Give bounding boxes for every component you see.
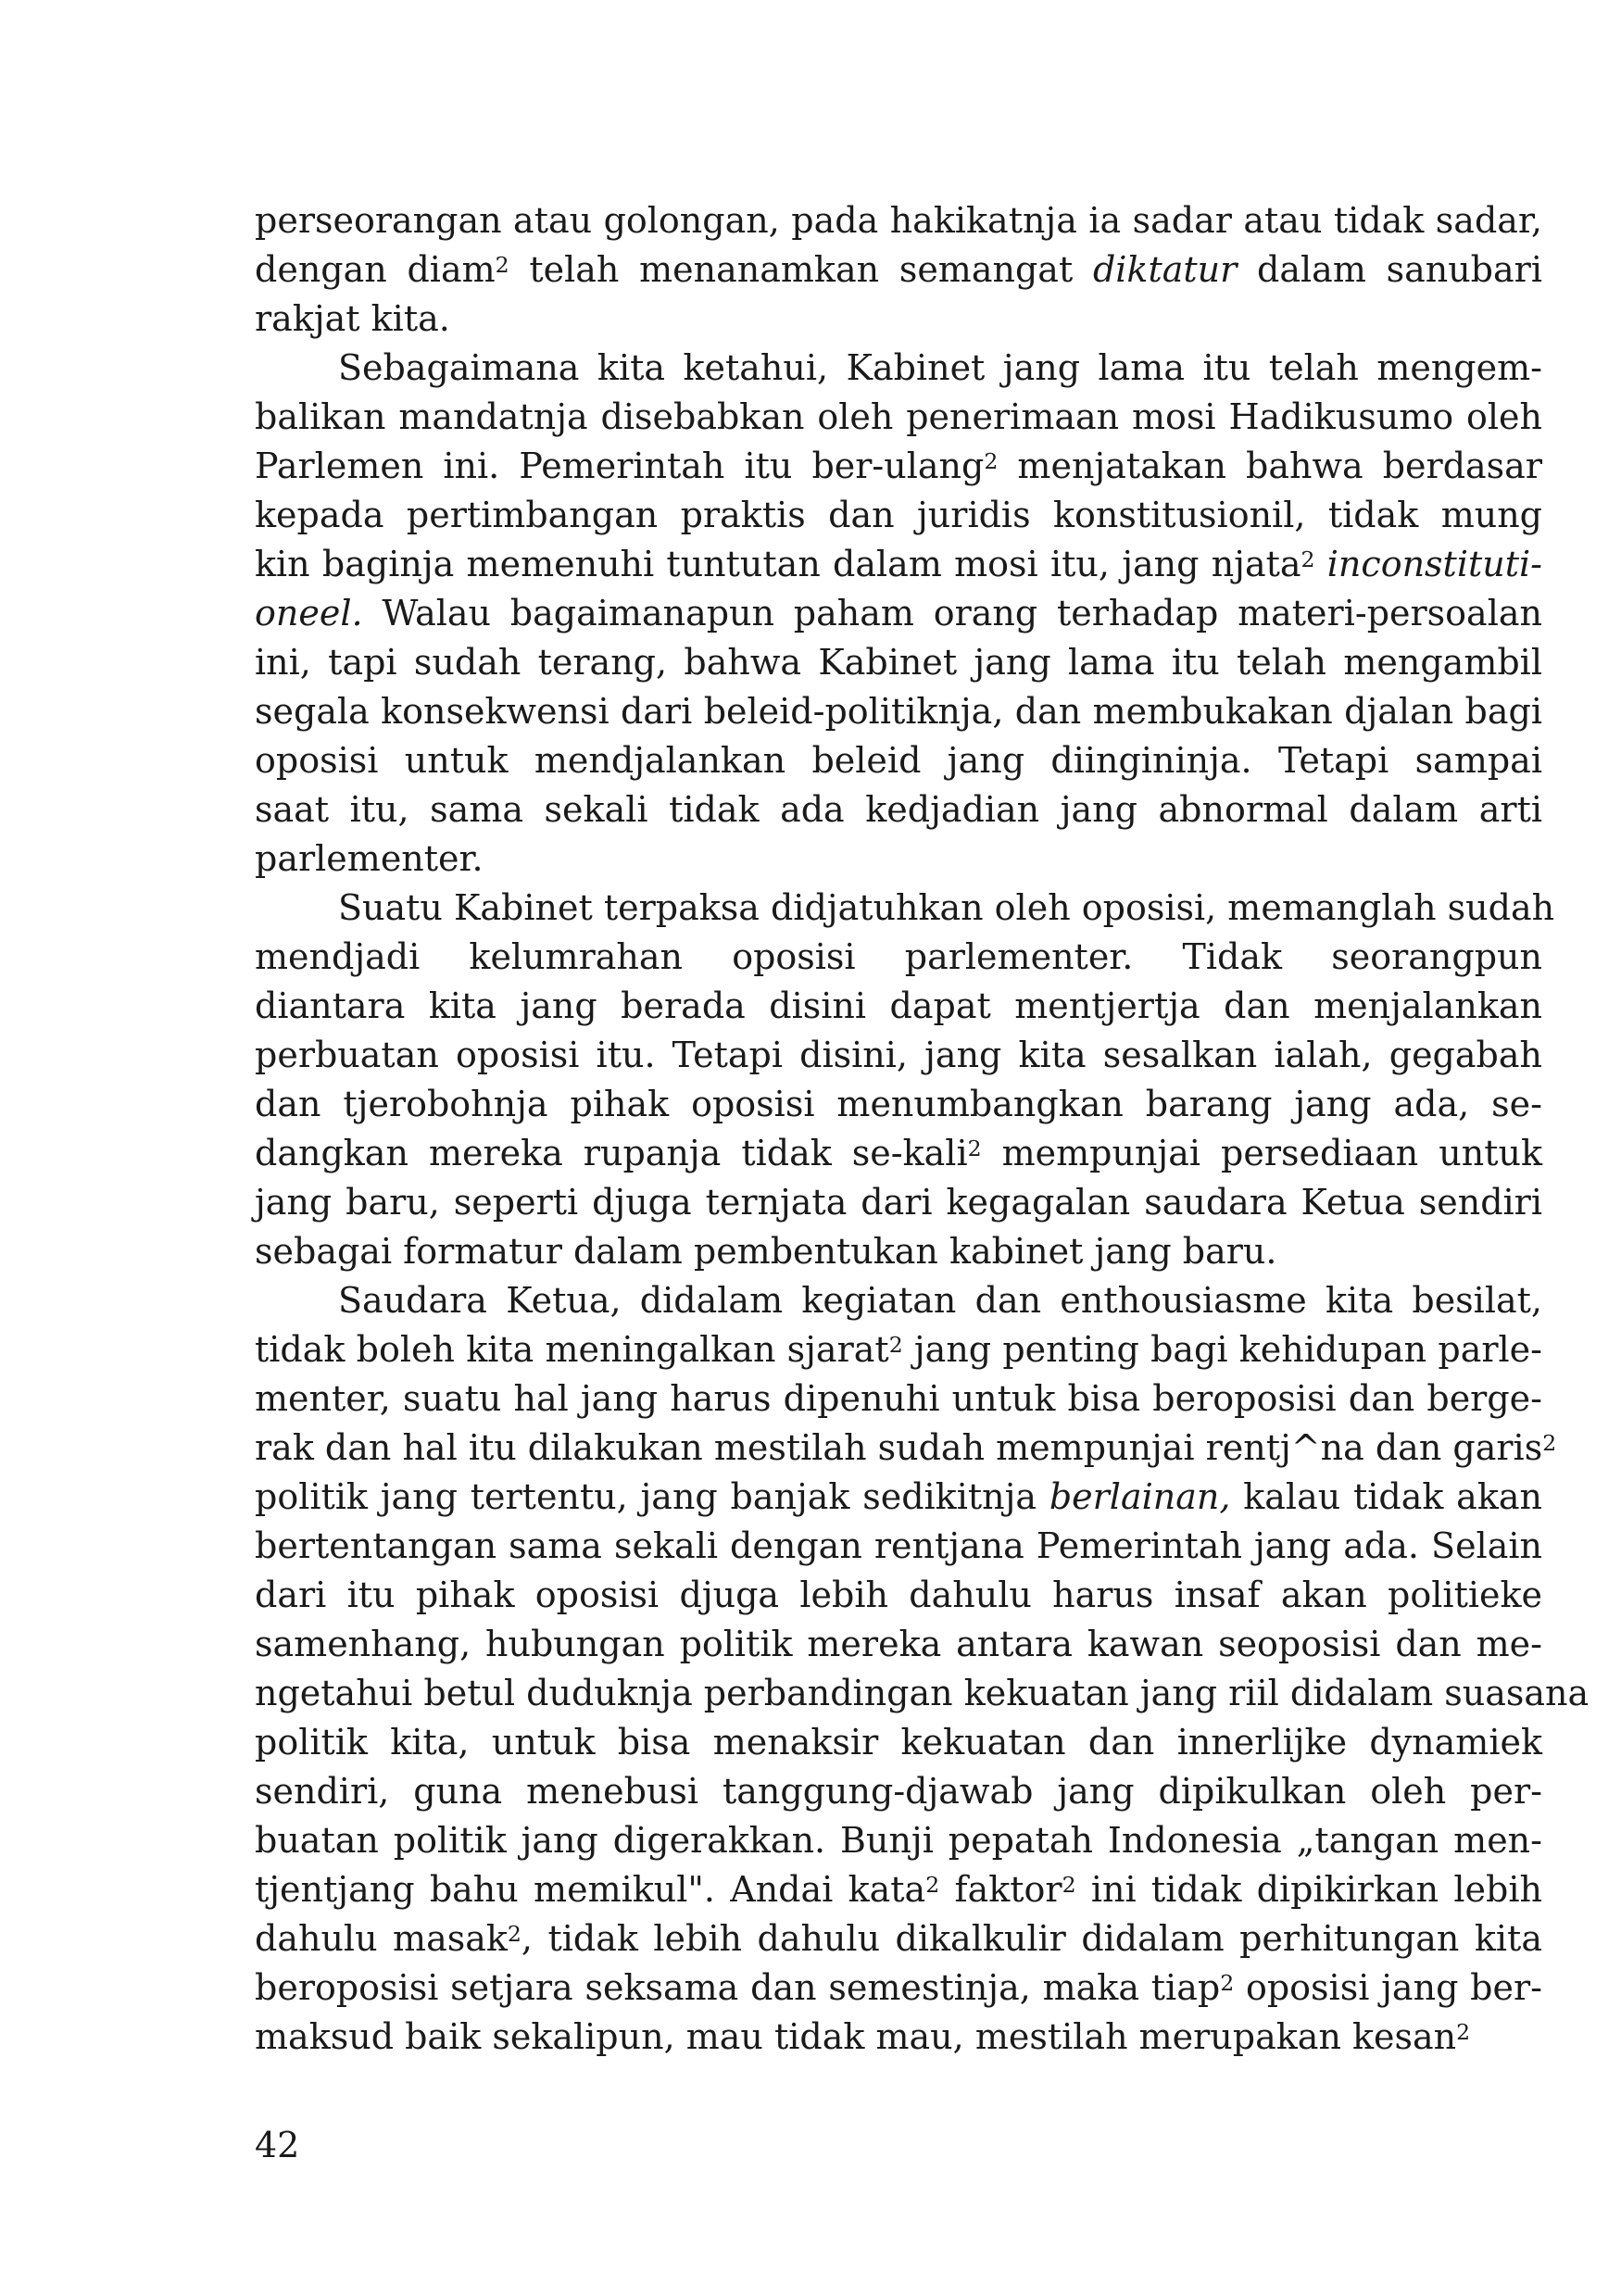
text-line xyxy=(255,687,1542,736)
text-run: bertentangan sama sekali dengan rentjana Pemerintah jang ada. Selain xyxy=(255,1525,1542,1566)
text-line xyxy=(255,1571,1542,1620)
text-line xyxy=(255,1424,1557,1473)
text-run: perbuatan oposisi itu. Tetapi disini, jang kita sesalkan ialah, gegabah xyxy=(255,1035,1542,1075)
text-run: menter, suatu hal jang harus dipenuhi untuk bisa beroposisi dan berge- xyxy=(255,1378,1542,1419)
text-run: oposisi jang ber- xyxy=(1234,1967,1543,2008)
text-run: diantara kita jang berada disini dapat mentjertja dan menjalankan xyxy=(255,985,1542,1026)
text-line xyxy=(255,1374,1542,1424)
italic-term: inconstituti- xyxy=(1326,544,1542,584)
superscript-mark: 2 xyxy=(1220,1970,1235,1997)
superscript-mark: 2 xyxy=(495,252,509,279)
superscript-mark: 2 xyxy=(1301,546,1315,573)
paragraph xyxy=(255,1276,1590,2062)
text-line xyxy=(255,1031,1542,1080)
text-line xyxy=(255,1816,1542,1865)
text-line xyxy=(255,1767,1542,1816)
text-line xyxy=(255,1227,1542,1276)
text-run: maksud baik sekalipun, mau tidak mau, mestilah merupakan kesan xyxy=(255,2016,1457,2057)
text-run xyxy=(1315,544,1327,584)
body-text xyxy=(255,196,1590,2062)
text-line xyxy=(255,834,1542,884)
text-line xyxy=(255,1865,1542,1914)
text-run: parlementer. xyxy=(255,838,484,879)
text-run: rak dan hal itu dilakukan mestilah sudah mempunjai rentj^na dan garis xyxy=(255,1427,1543,1468)
text-line xyxy=(255,736,1542,785)
text-run: ini tidak dipikirkan lebih xyxy=(1075,1869,1542,1910)
paragraph xyxy=(255,344,1542,884)
superscript-mark: 2 xyxy=(967,1135,982,1162)
text-run: Saudara Ketua, didalam kegiatan dan enthousiasme kita besilat, xyxy=(338,1280,1542,1321)
text-run: ngetahui betul duduknja perbandingan kekuatan jang riil didalam suasana xyxy=(255,1673,1590,1713)
text-line xyxy=(255,1080,1542,1129)
superscript-mark: 2 xyxy=(1062,1872,1076,1899)
text-line xyxy=(255,1914,1542,1964)
text-line xyxy=(255,1718,1542,1767)
text-line xyxy=(255,393,1542,442)
text-run: tidak boleh kita meningalkan sjarat xyxy=(255,1329,889,1370)
text-run: dangkan mereka rupanja tidak se-kali xyxy=(255,1133,968,1173)
text-run: mendjadi kelumrahan oposisi parlementer. Tidak seorangpun xyxy=(255,936,1542,977)
text-run: jang penting bagi kehidupan parle- xyxy=(902,1329,1542,1370)
text-line xyxy=(255,196,1542,245)
text-line xyxy=(255,1964,1542,2013)
text-run: saat itu, sama sekali tidak ada kedjadian jang abnormal dalam arti xyxy=(255,789,1542,830)
superscript-mark: 2 xyxy=(984,448,999,475)
superscript-mark: 2 xyxy=(1542,1430,1557,1457)
text-run: oposisi untuk mendjalankan beleid jang diingininja. Tetapi sampai xyxy=(255,740,1542,781)
text-run: Parlemen ini. Pemerintah itu ber-ulang xyxy=(255,445,985,486)
text-run: mempunjai persediaan untuk xyxy=(981,1133,1542,1173)
italic-term: oneel. xyxy=(255,593,363,634)
text-line xyxy=(255,1178,1542,1227)
page-number: 42 xyxy=(255,2125,300,2165)
text-run: kalau tidak akan xyxy=(1230,1476,1542,1517)
text-line xyxy=(255,491,1542,540)
text-line xyxy=(255,1276,1542,1325)
superscript-mark: 2 xyxy=(1456,2019,1471,2046)
text-run: kepada pertimbangan praktis dan juridis konstitusionil, tidak mung xyxy=(255,495,1542,535)
superscript-mark: 2 xyxy=(507,1921,521,1948)
text-run: dari itu pihak oposisi djuga lebih dahulu harus insaf akan politieke xyxy=(255,1575,1542,1615)
text-run: Suatu Kabinet terpaksa didjatuhkan oleh oposisi, memanglah sudah xyxy=(338,887,1555,928)
text-line xyxy=(255,785,1542,834)
text-line xyxy=(255,540,1542,589)
text-run: beroposisi setjara seksama dan semestinja, maka tiap xyxy=(255,1967,1221,2008)
paragraph xyxy=(255,884,1555,1276)
text-run: buatan politik jang digerakkan. Bunji pepatah Indonesia „tangan men- xyxy=(255,1820,1542,1861)
text-run: ini, tapi sudah terang, bahwa Kabinet jang lama itu telah mengambil xyxy=(255,642,1542,683)
text-run: sendiri, guna menebusi tanggung-djawab jang dipikulkan oleh per- xyxy=(255,1771,1542,1812)
text-run: menjatakan bahwa berdasar xyxy=(998,445,1543,486)
text-line xyxy=(255,589,1542,638)
text-line xyxy=(255,344,1542,393)
text-run: politik kita, untuk bisa menaksir kekuatan dan innerlijke dynamiek xyxy=(255,1722,1542,1763)
text-run: Sebagaimana kita ketahui, Kabinet jang lama itu telah mengem- xyxy=(338,347,1542,388)
text-line xyxy=(255,442,1542,491)
text-run: samenhang, hubungan politik mereka antara kawan seoposisi dan me- xyxy=(255,1624,1542,1664)
text-run: tjentjang bahu memikul". Andai kata xyxy=(255,1869,926,1910)
text-line xyxy=(255,1620,1542,1669)
text-line xyxy=(255,1129,1542,1178)
text-line xyxy=(255,1669,1590,1718)
text-line xyxy=(255,638,1542,687)
italic-term: diktatur xyxy=(1092,249,1238,290)
text-run: rakjat kita. xyxy=(255,298,450,339)
text-run: , tidak lebih dahulu dikalkulir didalam perhitungan kita xyxy=(521,1918,1542,1959)
text-run: politik jang tertentu, jang banjak sedikitnja xyxy=(255,1476,1049,1517)
text-run: sebagai formatur dalam pembentukan kabinet jang baru. xyxy=(255,1231,1277,1272)
text-run: balikan mandatnja disebabkan oleh penerimaan mosi Hadikusumo oleh xyxy=(255,396,1542,437)
text-line xyxy=(255,1325,1542,1374)
italic-term: berlainan, xyxy=(1049,1476,1231,1517)
text-line xyxy=(255,2013,1542,2062)
text-run: perseorangan atau golongan, pada hakikatnja ia sadar atau tidak sadar, xyxy=(255,200,1542,241)
text-run: dengan diam xyxy=(255,249,496,290)
text-run: kin baginja memenuhi tuntutan dalam mosi itu, jang njata xyxy=(255,544,1301,584)
text-run: faktor xyxy=(939,1869,1062,1910)
text-run: dan tjerobohnja pihak oposisi menumbangkan barang jang ada, se- xyxy=(255,1084,1542,1124)
text-line xyxy=(255,1522,1542,1571)
superscript-mark: 2 xyxy=(925,1872,940,1899)
text-run: jang baru, seperti djuga ternjata dari kegagalan saudara Ketua sendiri xyxy=(255,1182,1542,1223)
text-line xyxy=(255,933,1542,982)
text-line xyxy=(255,884,1555,933)
text-line xyxy=(255,295,1542,344)
text-run: segala konsekwensi dari beleid-politiknja, dan membukakan djalan bagi xyxy=(255,691,1542,732)
text-line xyxy=(255,245,1542,295)
paragraph xyxy=(255,196,1542,344)
text-run: dalam sanubari xyxy=(1237,249,1542,290)
superscript-mark: 2 xyxy=(888,1332,903,1359)
text-run: Walau bagaimanapun paham orang terhadap materi-persoalan xyxy=(362,593,1542,634)
text-run: telah menanamkan semangat xyxy=(509,249,1093,290)
text-run: dahulu masak xyxy=(255,1918,508,1959)
text-line xyxy=(255,982,1542,1031)
text-line xyxy=(255,1473,1542,1522)
